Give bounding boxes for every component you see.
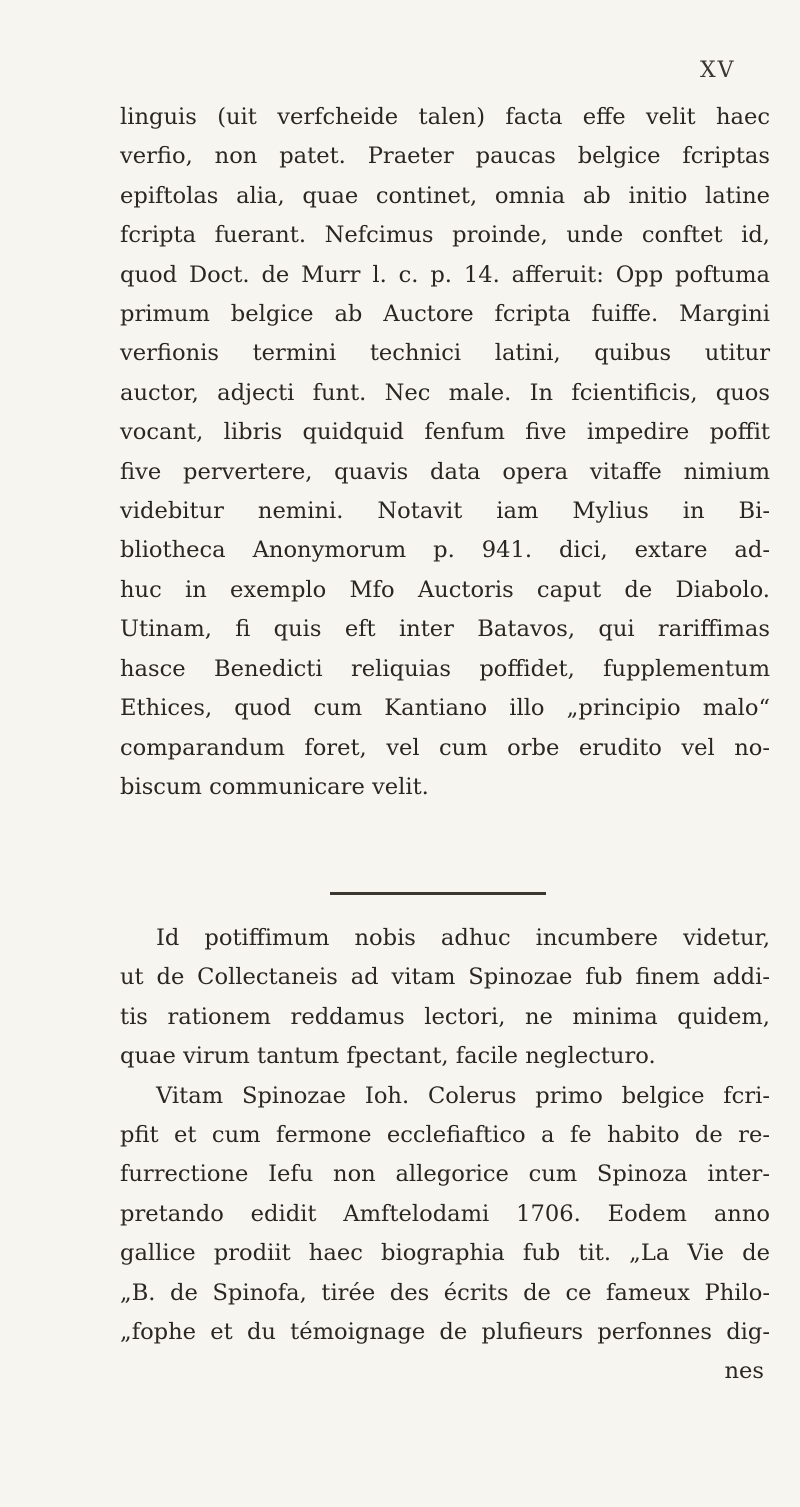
paragraph-2 — [120, 919, 770, 1392]
text-line: „fophe et du témoignage de plufieurs perfonnes dig- — [120, 1319, 770, 1346]
text-line: huc in exemplo Mfo Auctoris caput de Diabolo. — [120, 576, 770, 603]
text-line: pretando edidit Amftelodami 1706. Eodem anno — [120, 1200, 770, 1227]
catchword: nes — [724, 1358, 764, 1385]
text-line: five pervertere, quavis data opera vitaffe nimium — [120, 458, 770, 485]
text-line: verfionis termini technici latini, quibus utitur — [120, 340, 770, 367]
text-line: gallice prodiit haec biographia fub tit. „La Vie de — [120, 1240, 770, 1267]
paragraph-1 — [120, 98, 770, 807]
text-line: pfit et cum fermone ecclefiaftico a fe habito de re- — [120, 1122, 770, 1149]
text-line: Id potiffimum nobis adhuc incumbere videtur, — [156, 925, 770, 951]
text-line: Ethices, quod cum Kantiano illo „principio malo“ — [120, 695, 770, 722]
text-line: biscum communicare velit. — [120, 773, 429, 800]
text-line: ut de Collectaneis ad vitam Spinozae fub finem addi- — [120, 964, 770, 991]
page-number: XV — [700, 58, 736, 83]
section-divider — [330, 892, 546, 895]
text-line: epiftolas alia, quae continet, omnia ab initio latine — [120, 182, 770, 209]
text-line: quod Doct. de Murr l. c. p. 14. afferuit: Opp poftuma — [120, 261, 770, 288]
text-line: comparandum foret, vel cum orbe erudito vel no- — [120, 734, 770, 761]
text-line: verfio, non patet. Praeter paucas belgice fcriptas — [120, 143, 770, 170]
text-line: „B. de Spinofa, tirée des écrits de ce fameux Philo- — [120, 1279, 770, 1306]
text-line: videbitur nemini. Notavit iam Mylius in Bi- — [120, 498, 770, 525]
text-line: furrectione Iefu non allegorice cum Spinoza inter- — [120, 1161, 770, 1188]
text-line: primum belgice ab Auctore fcripta fuiffe. Margini — [120, 301, 770, 328]
text-line: Vitam Spinozae Ioh. Colerus primo belgice fcri- — [156, 1082, 770, 1109]
text-line: quae virum tantum fpectant, facile neglecturo. — [120, 1043, 656, 1070]
text-line: vocant, libris quidquid fenfum five impedire poffit — [120, 419, 770, 446]
text-line: auctor, adjecti funt. Nec male. In fcientificis, quos — [120, 379, 770, 406]
text-line: linguis (uit verfcheide talen) facta effe velit haec — [120, 104, 770, 130]
text-line: hasce Benedicti reliquias poffidet, fupplementum — [120, 655, 770, 682]
text-line: tis rationem reddamus lectori, ne minima quidem, — [120, 1003, 770, 1030]
text-line: bliotheca Anonymorum p. 941. dici, extare ad- — [120, 537, 770, 564]
text-line: Utinam, fi quis eft inter Batavos, qui rariffimas — [120, 616, 770, 643]
text-line: fcripta fuerant. Nefcimus proinde, unde conftet id, — [120, 222, 770, 249]
